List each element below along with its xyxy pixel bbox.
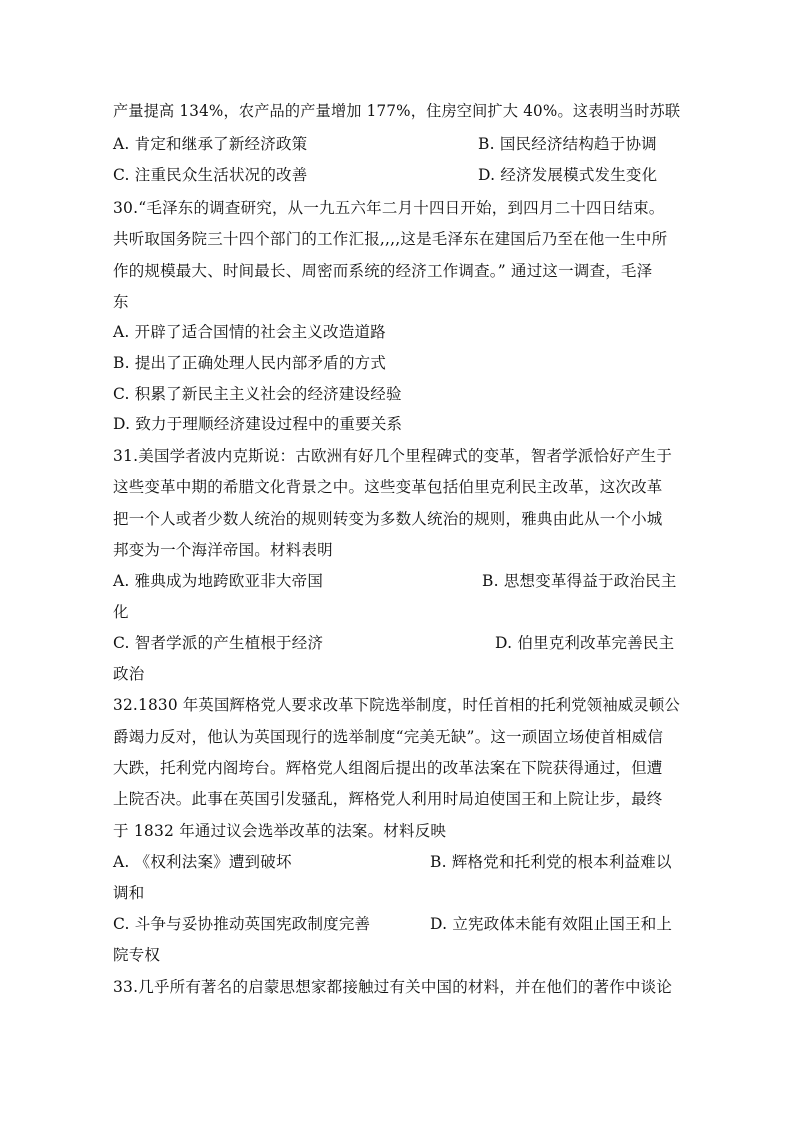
q30-stem-line: 30.“毛泽东的调查研究，从一九五六年二月十四日开始，到四月二十四日结束。 [113,199,665,217]
q29-option-c: C. 注重民众生活状况的改善 [113,166,308,184]
q31-option-c: C. 智者学派的产生植根于经济 [113,634,324,652]
q31-option-d: D. 伯里克利改革完善民主 [495,634,675,652]
q33-stem-line: 33.几乎所有著名的启蒙思想家都接触过有关中国的材料，并在他们的著作中谈论 [113,978,673,996]
q32-stem-line: 于 1832 年通过议会选举改革的法案。材料反映 [113,822,447,840]
q31-option-b: B. 思想变革得益于政治民主 [482,572,677,590]
q30-option-d: D. 致力于理顺经济建设过程中的重要关系 [113,415,403,433]
q29-option-b: B. 国民经济结构趋于协调 [478,135,657,153]
q31-stem-line: 这些变革中期的希腊文化背景之中。这些变革包括伯里克利民主改革，这次改革 [113,478,663,496]
q31-option-b-wrap: 化 [113,603,129,621]
q32-option-d-wrap: 院专权 [113,946,161,964]
q30-option-c: C. 积累了新民主主义社会的经济建设经验 [113,385,402,403]
q31-option-a: A. 雅典成为地跨欧亚非大帝国 [113,572,324,590]
q29-option-a: A. 肯定和继承了新经济政策 [113,135,308,153]
q30-stem-line: 作的规模最大、时间最长、周密而系统的经济工作调查。” 通过这一调查，毛泽 [113,262,653,280]
q31-option-d-wrap: 政治 [113,665,145,683]
q31-stem-line: 把一个人或者少数人统治的规则转变为多数人统治的规则，雅典由此从一个小城 [113,510,663,528]
q31-stem-line: 邦变为一个海洋帝国。材料表明 [113,541,333,559]
q31-stem-line: 31.美国学者波内克斯说：古欧洲有好几个里程碑式的变革，智者学派恰好产生于 [113,447,673,465]
q32-stem-line: 上院否决。此事在英国引发骚乱，辉格党人利用时局迫使国王和上院让步，最终 [113,790,663,808]
q32-option-b-wrap: 调和 [113,884,145,902]
q32-option-a: A. 《权利法案》遭到破坏 [113,853,292,871]
q32-option-d: D. 立宪政体未能有效阻止国王和上 [430,915,673,933]
q29-text-line: 产量提高 134%，农产品的产量增加 177%，住房空间扩大 40%。这表明当时苏联 [113,102,681,120]
q30-stem-line: 共听取国务院三十四个部门的工作汇报,,,,这是毛泽东在建国后乃至在他一生中所 [113,230,668,248]
q32-option-b: B. 辉格党和托利党的根本利益难以 [430,853,672,871]
q32-stem-line: 32.1830 年英国辉格党人要求改革下院选举制度，时任首相的托利党领袖威灵顿公 [113,696,681,714]
q32-option-c: C. 斗争与妥协推动英国宪政制度完善 [113,915,371,933]
q32-stem-line: 爵竭力反对，他认为英国现行的选举制度“完美无缺”。这一顽固立场使首相威信 [113,728,664,746]
q29-option-d: D. 经济发展模式发生变化 [478,166,658,184]
q30-option-a: A. 开辟了适合国情的社会主义改造道路 [113,323,386,341]
q30-stem-line: 东 [113,293,129,311]
q30-option-b: B. 提出了正确处理人民内部矛盾的方式 [113,354,387,372]
q32-stem-line: 大跌，托利党内阁垮台。辉格党人组阁后提出的改革法案在下院获得通过，但遭 [113,759,663,777]
